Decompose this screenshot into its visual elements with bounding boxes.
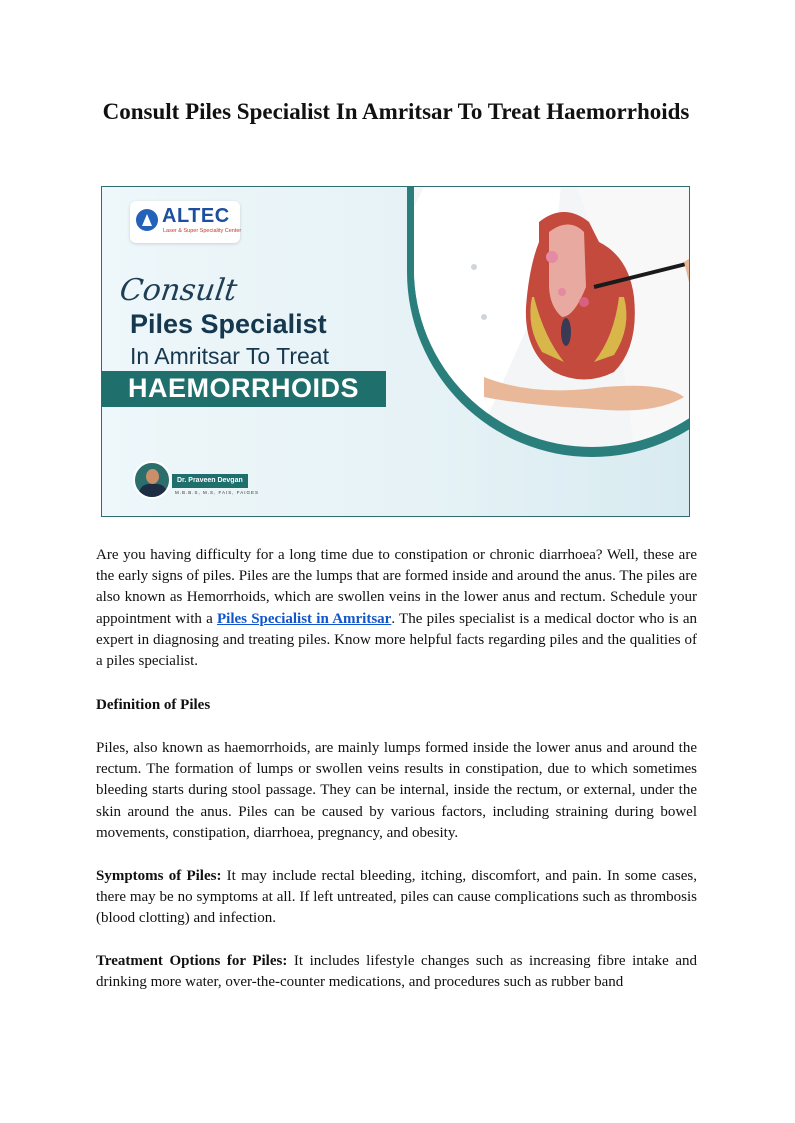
banner-heading-line1: Piles Specialist bbox=[130, 309, 327, 339]
hero-banner-image bbox=[101, 186, 690, 517]
symptoms-text: It may include rectal bleeding, itching, discomfort, and pain. In some cases, there may be no symptoms at all. If left untreated, piles can cause complications such as thrombosis (blood clotting) and infection. bbox=[96, 868, 697, 927]
treatment-paragraph bbox=[96, 951, 697, 993]
doctor-name: Dr. Praveen Devgan bbox=[172, 474, 248, 488]
banner-heading-line2: In Amritsar To Treat bbox=[130, 343, 329, 369]
treatment-text: It includes lifestyle changes such as increasing fibre intake and drinking more water, over-the-counter medications, and procedures such as rubber band bbox=[96, 953, 697, 991]
doctor-avatar bbox=[133, 461, 171, 499]
piles-specialist-link[interactable]: Piles Specialist in Amritsar bbox=[217, 610, 392, 627]
anatomy-illustration bbox=[414, 186, 690, 447]
definition-paragraph: Piles, also known as haemorrhoids, are mainly lumps formed inside the lower anus and around the rectum. The formation of lumps or swollen veins results in constipation, due to which sometimes bleeding starts during stool passage. They can be internal, inside the rectum, or external, under the skin around the anus. Piles can be caused by various factors, including straining during bowel movements, constipation, diarrhoea, pregnancy, and obesity. bbox=[96, 740, 697, 841]
banner-heading-line3 bbox=[102, 371, 386, 407]
altec-logo-icon bbox=[136, 209, 158, 231]
definition-heading: Definition of Piles bbox=[96, 697, 211, 713]
symptoms-label: Symptoms of Piles: bbox=[96, 868, 222, 884]
doctor-credentials: M.B.B.S, M.S, FAIS, FAIGES bbox=[175, 490, 260, 495]
intro-text-after-link: . The piles specialist is a medical doctor who is an expert in diagnosing and treating piles. Know more helpful facts regarding piles and the qualities of a piles specialist. bbox=[96, 610, 698, 670]
banner-consult-script: Consult bbox=[117, 273, 240, 308]
logo-text: ALTEC bbox=[162, 205, 230, 227]
symptoms-paragraph bbox=[96, 866, 697, 930]
logo-subtitle: Laser & Super Speciality Center bbox=[163, 228, 242, 234]
altec-logo bbox=[130, 201, 240, 243]
banner-heading-line3-text: HAEMORRHOIDS bbox=[128, 373, 360, 403]
treatment-label: Treatment Options for Piles: bbox=[96, 953, 288, 969]
intro-text-before-link: Are you having difficulty for a long time due to constipation or chronic diarrhoea? Well, these are the early signs of piles. Piles are the lumps that are formed inside and around the anus. The piles are also known as Hemorrhoids, which are swollen veins in the lower anus and rectum. Schedule your appointment with a bbox=[96, 547, 697, 627]
intro-paragraph bbox=[96, 545, 697, 672]
banner-illustration-panel bbox=[414, 186, 690, 447]
page-title: Consult Piles Specialist In Amritsar To Treat Haemorrhoids bbox=[102, 99, 690, 124]
